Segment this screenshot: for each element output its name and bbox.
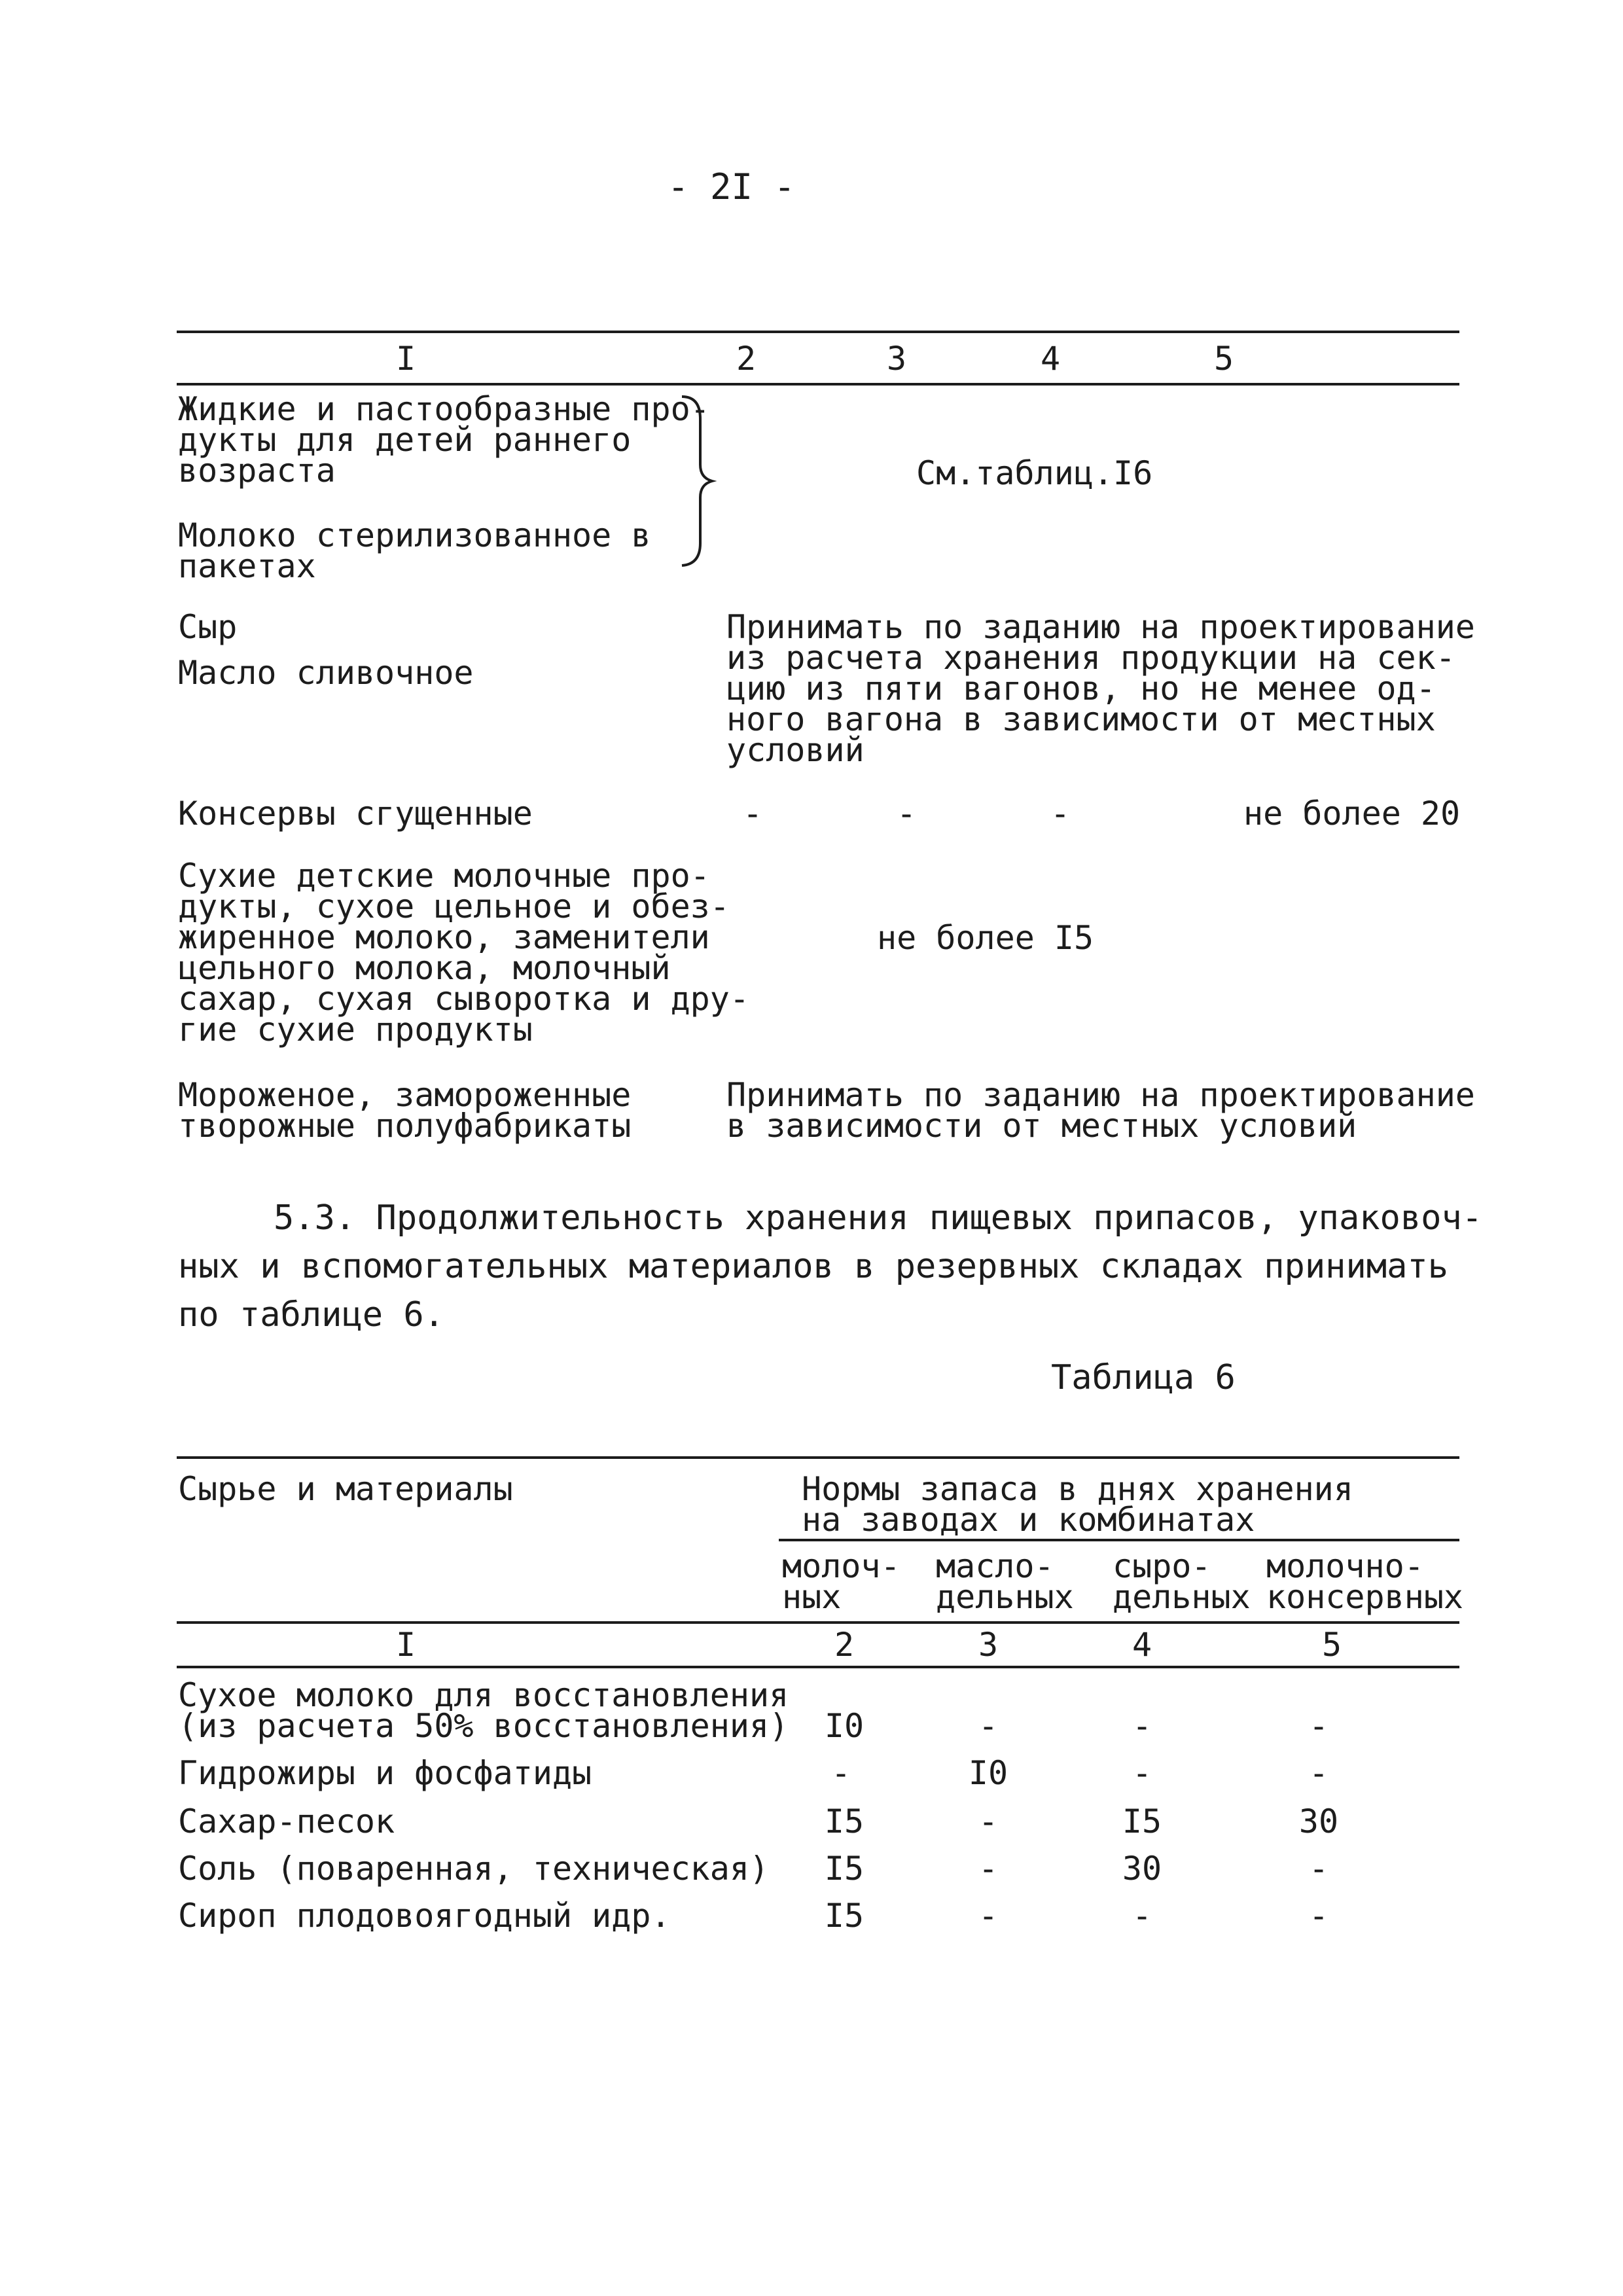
row4-label-line4: цельного молока, молочный [178,949,671,987]
table6-group-rule [779,1539,1459,1541]
table6-row5-val-2: - [978,1897,999,1935]
table6-row5-label: Сироп плодовоягодный идр. [178,1897,671,1935]
table6-row4-val-4: - [1308,1850,1329,1888]
table6-row1-label-line2: (из расчета 50% восстановления) [178,1707,789,1745]
row2-label-line2: Масло сливочное [178,654,474,692]
row2-value-line4: ного вагона в зависимости от местных [726,700,1436,738]
table6-row2-val-4: - [1308,1754,1329,1792]
table6-number-3: 3 [978,1626,999,1664]
paragraph-line2: ных и вспомогательных материалов в резервных складах принимать [178,1247,1449,1286]
table6-subheader-3-line2: дельных [1113,1578,1251,1616]
row3-label: Консервы сгущенные [178,795,533,833]
row1-label2-line1: Молоко стерилизованное в [178,516,651,554]
row2-value-line3: цию из пяти вагонов, но не менее од- [726,670,1436,708]
table6-row5-val-3: - [1132,1897,1152,1935]
paragraph-line3: по таблице 6. [178,1295,444,1335]
row3-value-col2: - [742,795,763,833]
row5-label-line1: Мороженое, замороженные [178,1076,632,1114]
table6-row1-val-3: - [1132,1707,1152,1745]
row2-value-line2: из расчета хранения продукции на сек- [726,639,1455,677]
row5-label-line2: творожные полуфабрикаты [178,1107,632,1145]
table-top-rule [177,331,1459,333]
row2-value-line5: условий [726,731,865,769]
right-brace-icon [681,393,720,569]
table6-subheader-2-line2: дельных [936,1578,1074,1616]
table6-row1-val-2: - [978,1707,999,1745]
table6-row1-val-4: - [1308,1707,1329,1745]
table6-row2-val-2: I0 [968,1754,1008,1792]
row3-value-col3: - [896,795,917,833]
table6-subheader-3-line1: сыро- [1113,1547,1211,1585]
table6-row3-val-1: I5 [824,1803,865,1840]
table6-row4-val-2: - [978,1850,999,1888]
table6-row3-val-3: I5 [1122,1803,1162,1840]
table6-number-4: 4 [1132,1626,1152,1664]
row1-label2-line2: пакетах [178,547,316,585]
table6-subheader-4-line2: консервных [1266,1578,1464,1616]
row4-label-line1: Сухие детские молочные про- [178,857,710,895]
table6-subheader-2-line1: масло- [936,1547,1054,1585]
table6-row2-val-3: - [1132,1754,1152,1792]
col-header-4: 4 [1040,340,1061,378]
table6-row3-val-2: - [978,1803,999,1840]
table6-col1-header: Сырье и материалы [178,1470,513,1508]
row2-label-line1: Сыр [178,608,238,646]
row4-label-line5: сахар, сухая сыворотка и дру- [178,980,749,1018]
page-number: - 2I - [668,166,796,207]
row4-label-line6: гие сухие продукты [178,1011,533,1049]
table6-row4-val-1: I5 [824,1850,865,1888]
table6-row1-label-line1: Сухое молоко для восстановления [178,1676,789,1714]
table6-subheader-4-line1: молочно- [1266,1547,1424,1585]
table6-row3-label: Сахар-песок [178,1803,395,1840]
table6-row2-val-1: - [830,1754,851,1792]
table6-number-1: I [395,1626,416,1664]
row4-label-line3: жиренное молоко, заменители [178,918,710,956]
paragraph-line1: 5.3. Продолжительность хранения пищевых припасов, упаковоч- [274,1198,1483,1238]
col-header-5: 5 [1213,340,1234,378]
table6-subheader-1-line2: ных [782,1578,842,1616]
row1-label-line3: возраста [178,452,336,490]
table6-number-2: 2 [834,1626,855,1664]
table6-row2-label: Гидрожиры и фосфатиды [178,1754,592,1792]
row5-value-line1: Принимать по заданию на проектирование [726,1076,1475,1114]
table6-header-rule [177,1621,1459,1624]
table6-row5-val-4: - [1308,1897,1329,1935]
col-header-3: 3 [886,340,907,378]
row1-label-line1: Жидкие и пастообразные про- [178,390,710,428]
row3-value-col5: не более 20 [1243,795,1461,833]
col-header-1: I [395,340,416,378]
table6-top-rule [177,1456,1459,1459]
row1-value: См.таблиц.I6 [916,454,1153,492]
row4-label-line2: дукты, сухое цельное и обез- [178,888,730,925]
table6-caption: Таблица 6 [1051,1358,1236,1397]
table6-subheader-1-line1: молоч- [782,1547,901,1585]
table6-numbers-rule [177,1666,1459,1668]
row2-value-line1: Принимать по заданию на проектирование [726,608,1475,646]
table6-group-header-line1: Нормы запаса в днях хранения [802,1470,1353,1508]
table6-row5-val-1: I5 [824,1897,865,1935]
table6-group-header-line2: на заводах и комбинатах [802,1501,1255,1539]
table6-number-5: 5 [1321,1626,1342,1664]
table6-row3-val-4: 30 [1298,1803,1339,1840]
row3-value-col4: - [1050,795,1071,833]
row5-value-line2: в зависимости от местных условий [726,1107,1357,1145]
col-header-2: 2 [736,340,757,378]
table6-row4-label: Соль (поваренная, техническая) [178,1850,770,1888]
table-header-rule [177,383,1459,386]
row1-label-line2: дукты для детей раннего [178,421,632,459]
table6-row1-val-1: I0 [824,1707,865,1745]
row4-value: не более I5 [877,919,1094,957]
table6-row4-val-3: 30 [1122,1850,1162,1888]
